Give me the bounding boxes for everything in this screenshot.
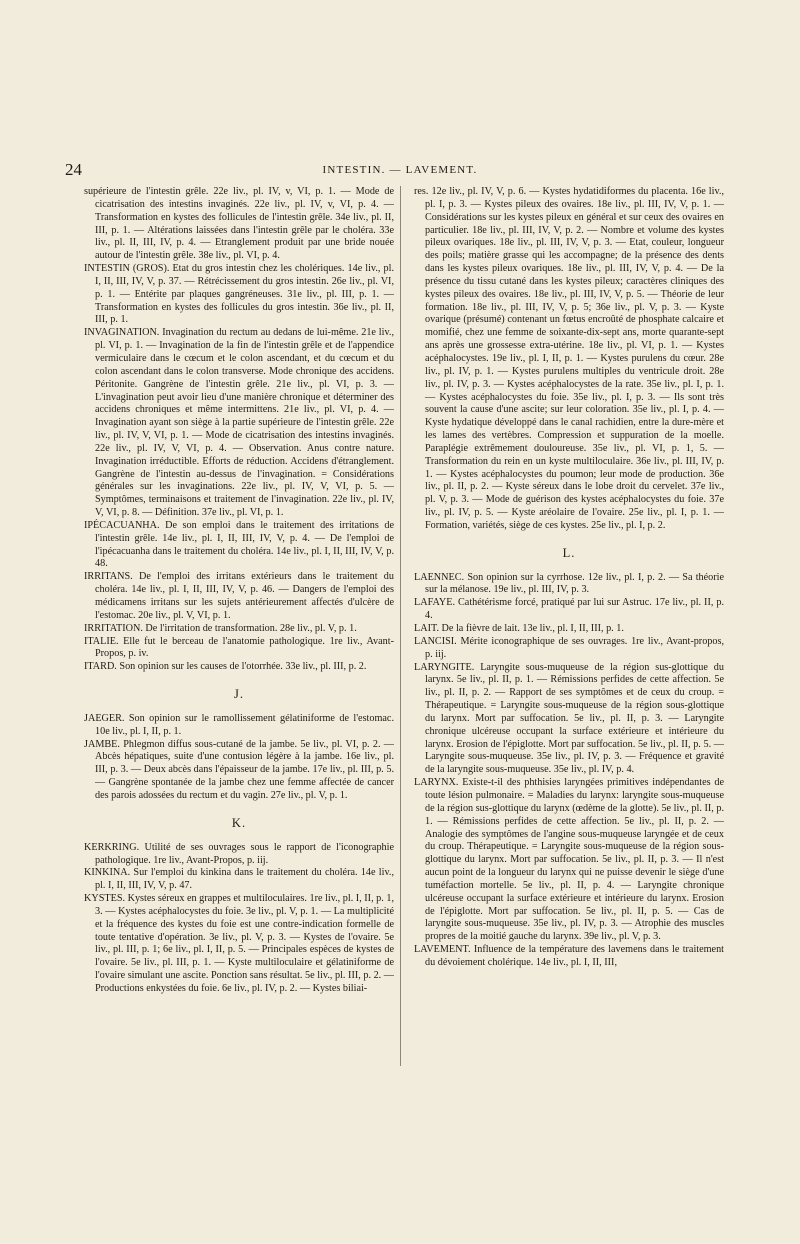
index-entry: IPÉCACUANHA. De son emploi dans le traitement des irritations de l'intestin grêle. 14e liv., pl. I, II, III, IV, V, p. 4. — De l'emploi de l'ipécacuanha dans le traitement du choléra. 14e liv., pl. I, II, III, IV, V, p. 48. bbox=[84, 519, 394, 570]
running-head: INTESTIN. — LAVEMENT. bbox=[322, 164, 478, 176]
section-letter-heading: L. bbox=[562, 545, 576, 560]
section-letter-heading: K. bbox=[231, 815, 247, 830]
index-entry: INTESTIN (GROS). Etat du gros intestin chez les cholériques. 14e liv., pl. I, II, III, IV, V, p. 37. — Rétrécissement du gros intestin. 26e liv., pl. VI, p. 1. — Entérite par plaques gangréneuses. 31e liv., pl. III, p. 1. — Transformation en kystes des follicules du gros intestin. 36e liv., pl. II, III, p. 1. bbox=[84, 263, 394, 326]
index-entry: LARYNX. Existe-t-il des phthisies laryngées primitives indépendantes de toute lésion pulmonaire. = Maladies du larynx: laryngite sous-muqueuse de la région sus-glottique du larynx (œdème de la glotte). 5e liv., pl. II, p. 1. — Rémissions perfides de cette affection. 5e liv., pl. II, p. 2. — Analogie des symptômes de l'angine sous-muqueuse laryngée et de ceux du croup. Thérapeutique. = Laryngite sous-muqueuse de la région sous-glottique du larynx. Mort par suffocation. 5e liv., pl. II, p. 3. — Il n'est aucun point de la longueur du larynx qui ne puisse devenir le siège d'une tuméfaction mortelle. 5e liv., pl. II, p. 4. — Laryngite chronique ulcéreuse occupant la surface extérieure et intérieure du larynx. Erosion de l'épiglotte. Mort par suffocation. 5e liv., pl. II, p. 5. — Cas de laryngite sous-muqueuse. 35e liv., pl. IV, p. 3. — Atrophie des muscles propres de la moitié gauche du larynx. 39e liv., pl. V, p. 3. bbox=[414, 777, 724, 943]
index-entry: KYSTES. Kystes séreux en grappes et multiloculaires. 1re liv., pl. I, II, p. 1, 3. — Kystes acéphalocystes du foie. 3e liv., pl. V, p. 1. — La multiplicité et la fréquence des kystes du foie est une contre-indication formelle de toute tentative d'opération. 3e liv., pl. V, p. 3. — Kystes de l'ovaire. 5e liv., pl. III, p. 1; 6e liv., pl. I, II, p. 5. — Principales espèces de kystes de l'ovaire. 5e liv., pl. III, p. 1. — Kyste multiloculaire et gélatiniforme de l'ovaire simulant une ascite. Ponction sans résultat. 5e liv., pl. III, p. 2. — Productions enkystées du foie. 6e liv., pl. IV, p. 2. — Kystes biliai- bbox=[84, 893, 394, 994]
column-divider bbox=[400, 186, 401, 1066]
section-letter-heading: J. bbox=[234, 687, 244, 702]
page-number: 24 bbox=[65, 160, 82, 179]
left-column bbox=[84, 186, 394, 996]
index-entry: ITALIE. Elle fut le berceau de l'anatomie pathologique. 1re liv., Avant-Propos, p. iv. bbox=[84, 635, 394, 660]
index-entry: IRRITANS. De l'emploi des irritans extérieurs dans le traitement du choléra. 14e liv., pl. I, II, III, IV, V, p. 46. — Dangers de l'emploi des médicamens irritans sur les sujets antérieurement affectés d'ulcère de l'estomac. 20e liv., pl. V, VI, p. 1. bbox=[84, 571, 394, 621]
index-entry: JAEGER. Son opinion sur le ramollissement gélatiniforme de l'estomac. 10e liv., pl. I, II, p. 1. bbox=[84, 712, 394, 737]
index-entry: LARYNGITE. Laryngite sous-muqueuse de la région sus-glottique du larynx. 5e liv., pl. II, p. 1. — Rémissions perfides de cette affection. 5e liv., pl. II, p. 2. — Rapport de ses symptômes et de ceux du croup. = Thérapeutique. = Laryngite sous-muqueuse de la région sous-glottique du larynx. Mort par suffocation. 5e liv., pl. II, p. 3. — Laryngite chronique ulcéreuse occupant la surface extérieure et intérieure du larynx. Erosion de l'épiglotte. Mort par suffocation. 5e liv., pl. II, p. 5. — Laryngite sous-muqueuse. 35e liv., pl. IV, p. 3. — Fréquence et gravité de la laryngite sous-muqueuse. 35e liv., pl. IV, p. 4. bbox=[414, 661, 724, 776]
index-entry: KERKRING. Utilité de ses ouvrages sous le rapport de l'iconographie pathologique. 1re liv., Avant-Propos, p. iij. bbox=[84, 841, 394, 866]
index-entry: LAIT. De la fièvre de lait. 13e liv., pl. I, II, III, p. 1. bbox=[414, 623, 624, 634]
index-entry: JAMBE. Phlegmon diffus sous-cutané de la jambe. 5e liv., pl. VI, p. 2. — Abcès hépatiques, suite d'une contusion légère à la jambe. 16e liv., pl. III, p. 3. — Deux abcès dans l'épaisseur de la jambe. 17e liv., pl. III, p. 5. — Gangrène spontanée de la jambe chez une femme affectée de cancer des parois adossées du rectum et du vagin. 27e liv., pl. V, p. 1. bbox=[84, 738, 394, 801]
index-entry: LAVEMENT. Influence de la température des lavemens dans le traitement du dévoiement cholérique. 14e liv., pl. I, II, III, bbox=[414, 944, 724, 968]
index-entry: LAENNEC. Son opinion sur la cyrrhose. 12e liv., pl. I, p. 2. — Sa théorie sur la mélanose. 19e liv., pl. III, IV, p. 3. bbox=[414, 571, 724, 596]
index-entry: INVAGINATION. Invagination du rectum au dedans de lui-même. 21e liv., pl. VI, p. 1. — Invagination de la fin de l'intestin grêle et de l'appendice vermiculaire dans le cœcum et le colon ascendant, et du cœcum et du colon ascendant dans le colon transverse. Mode chronique des accidens. Péritonite. Gangrène de l'intestin grêle. 21e liv., pl. VI, p. 3. — L'invagination peut avoir lieu d'une manière chronique et déterminer des accidens chroniques et même intermittens. 21e liv., pl. VI, p. 4. — Invagination ayant son siège à la partie supérieure de l'intestin grêle. 22e liv., pl. IV, V, VI, p. 1. — Mode de cicatrisation des intestins invaginés. 22e liv., pl. IV, V, VI, p. 4. — Observation. Anus contre nature. Invagination irréductible. Efforts de réduction. Accidens d'étranglement. Gangrène de l'intestin au-dessus de l'invagination. = Considérations générales sur les invaginations. 22e liv., pl. IV, V, VI, p. 5. — Symptômes, terminaisons et traitement de l'invagination. 22e liv., pl. IV, V, VI, p. 8. — Définition. 37e liv., pl. VI, p. 1. bbox=[84, 327, 394, 519]
index-entry: IRRITATION. De l'irritation de transformation. 28e liv., pl. V, p. 1. bbox=[84, 622, 357, 634]
index-entry: ITARD. Son opinion sur les causes de l'otorrhée. 33e liv., pl. III, p. 2. bbox=[84, 661, 367, 673]
page-header bbox=[63, 160, 737, 184]
index-entry: LANCISI. Mérite iconographique de ses ouvrages. 1re liv., Avant-propos, p. iij. bbox=[414, 635, 724, 660]
index-entry: res. 12e liv., pl. IV, V, p. 6. — Kystes hydatidiformes du placenta. 16e liv., pl. I, p. 3. — Kystes pileux des ovaires. 18e liv., pl. III, IV, V, p. 1. — Considérations sur les kystes pileux en général et sur ceux des ovaires en particulier. 18e liv., pl. III, IV, V, p. 2. — Nombre et volume des kystes pileux ovariques. 18e liv., pl. III, IV, V, p. 3. — Etat, couleur, longueur des poils; matière grasse qui les accompagne; de la présence des dents dans les kystes pileux ovariques. 18e liv., pl. III, IV, V, p. 4. — De la présence du tissu cutané dans les kystes pileux; caractères cliniques des kystes pileux des ovaires. 18e liv., pl. III, IV, V, p. 5. — Théorie de leur formation. 18e liv., pl. III, IV, V, p. 5; 36e liv., pl. V, p. 3. — Kyste ovarique (présumé) contenant un fœtus encroûté de phosphate calcaire et momifié, chez une femme de soixante-dix-sept ans, morte quarante-sept ans après une grossesse extra-utérine. 18e liv., pl. VI, p. 1. — Kystes acéphalocystes. 19e liv., pl. I, II, p. 1. — Kystes purulens du cœur. 28e liv., pl. IV, p. 1. — Kystes purulens multiples du ventricule droit. 28e liv., pl. IV, p. 3. — Kystes acéphalocystes de la rate. 35e liv., pl. I, p. 1. — Kystes acéphalocystes du foie. 35e liv., pl. I, p. 3. — Ils sont très souvent la cause d'une ascite; sur leur coloration. 35e liv., pl. I, p. 4. — Kyste hydatique développé dans le canal rachidien, entre la dure-mère et les lames des vertèbres. Compression et suppuration de la moelle. Paraplégie extrêmement douloureuse. 35e liv., pl. VI, p. 1, 5. — Transformation du rein en un kyste multiloculaire. 36e liv., pl. III, IV, p. 1. — Kystes acéphalocystes du poumon; leur mode de production. 36e liv., pl. II, p. 2. — Kyste séreux dans le lobe droit du cervelet. 37e liv., pl. V, p. 3. — Mode de guérison des kystes acéphalocystes du foie. 37e liv., pl. IV, p. 5. — Kyste aréolaire de l'ovaire. 25e liv., pl. I, p. 1. — Formation, variétés, siège de ces kystes. 25e liv., pl. I, p. 2. bbox=[414, 186, 724, 531]
index-entry: KINKINA. Sur l'emploi du kinkina dans le traitement du choléra. 14e liv., pl. I, II, III, IV, V, p. 47. bbox=[84, 867, 394, 892]
right-column bbox=[414, 186, 724, 970]
index-entry: LAFAYE. Cathétérisme forcé, pratiqué par lui sur Astruc. 17e liv., pl. II, p. 4. bbox=[414, 597, 724, 622]
index-entry: supérieure de l'intestin grêle. 22e liv., pl. IV, v, VI, p. 1. — Mode de cicatrisation des intestins invaginés. 22e liv., pl. IV, v, VI, p. 4. — Transformation en kystes des follicules de l'intestin grêle. 34e liv., pl. II, III, p. 1. — Altérations laissées dans l'intestin grêle par le choléra. 33e liv., pl. II, III, IV, p. 4. — Etranglement produit par une bride nouée autour de l'intestin grêle. 38e liv., pl. VI, p. 4. bbox=[84, 186, 394, 262]
